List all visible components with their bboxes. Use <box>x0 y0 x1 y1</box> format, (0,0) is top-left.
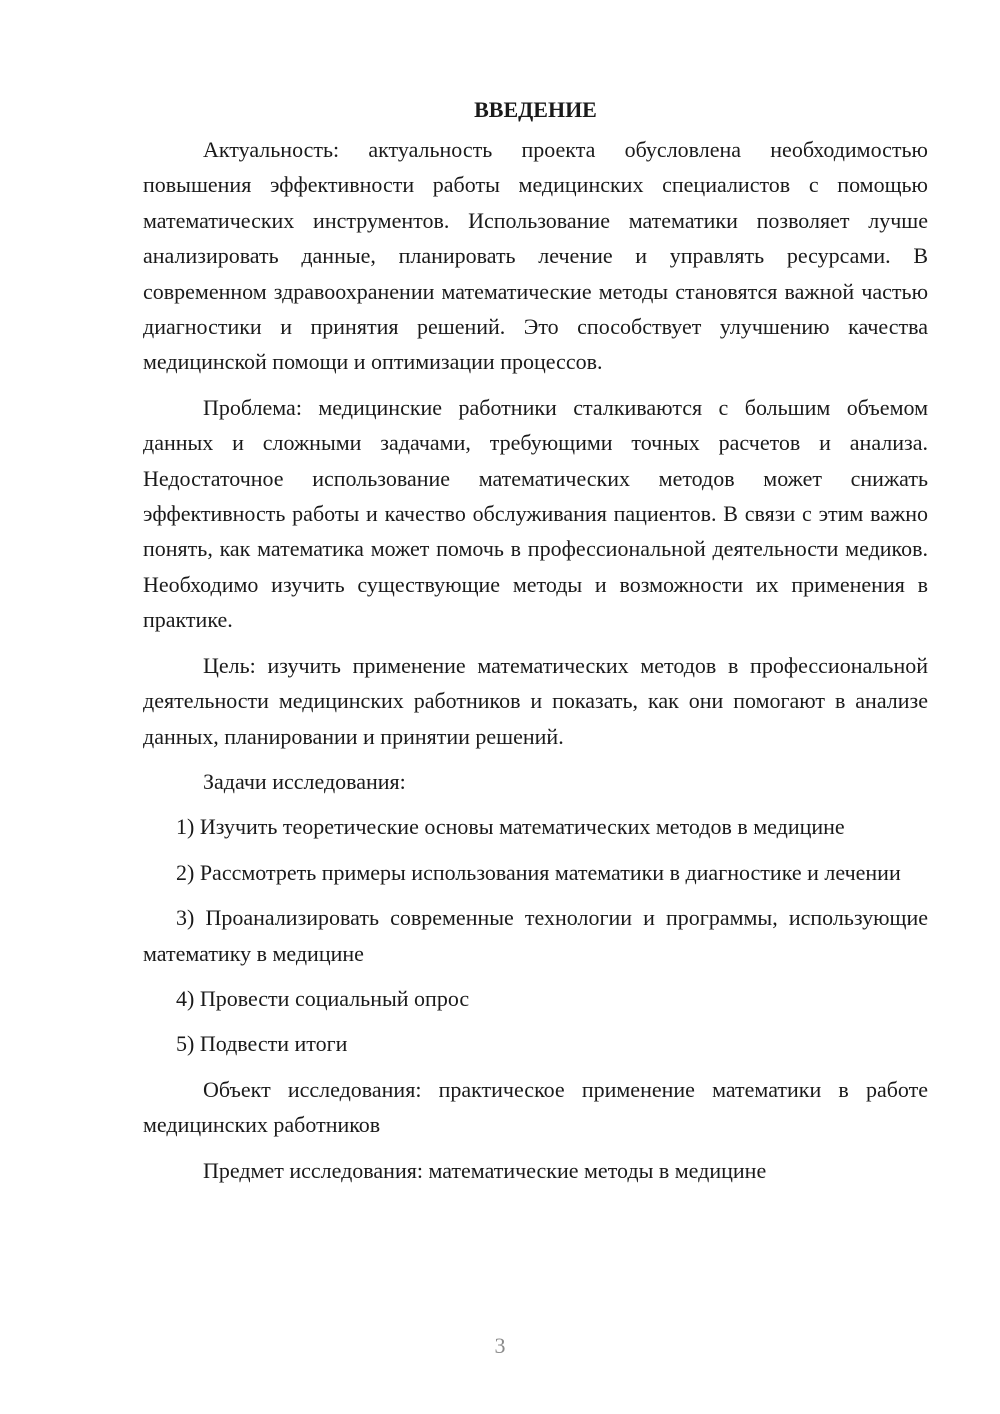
object-paragraph: Объект исследования: практическое применение математики в работе медицинских работников <box>143 1076 928 1138</box>
task-item-2: 2) Рассмотреть примеры использования математики в диагностике и лечении <box>176 859 901 885</box>
relevance-paragraph: Актуальность: актуальность проекта обусловлена необходимостью повышения эффективности работы медицинских специалистов с помощью математических инструментов. Использование математики позволяет лучше анализировать данные, планировать лечение и управлять ресурсами. В современном здравоохранении математические методы становятся важной частью диагностики и принятия решений. Это способствует улучшению качества медицинской помощи и оптимизации процессов. <box>143 137 928 375</box>
task-item-3: 3) Проанализировать современные технологии и программы, использующие математику в медицине <box>143 905 928 966</box>
task-item-5: 5) Подвести итоги <box>176 1031 348 1057</box>
task-item-4: 4) Провести социальный опрос <box>176 985 470 1011</box>
tasks-title: Задачи исследования: <box>203 768 406 794</box>
problem-paragraph: Проблема: медицинские работники сталкиваются с большим объемом данных и сложными задачами, требующими точных расчетов и анализа. Недостаточное использование математических методов может снижать эффективность работы и качество обслуживания пациентов. В связи с этим важно понять, как математика может помочь в профессиональной деятельности медиков. Необходимо изучить существующие методы и возможности их применения в практике. <box>143 394 928 633</box>
page-number: 3 <box>494 1333 506 1358</box>
document-page <box>143 90 928 1188</box>
goal-paragraph: Цель: изучить применение математических методов в профессиональной деятельности медицинских работников и показать, как они помогают в анализе данных, планировании и принятии решений. <box>143 652 928 749</box>
section-heading: ВВЕДЕНИЕ <box>474 97 597 122</box>
task-item-1: 1) Изучить теоретические основы математических методов в медицине <box>176 814 845 840</box>
subject-paragraph: Предмет исследования: математические методы в медицине <box>203 1157 767 1183</box>
